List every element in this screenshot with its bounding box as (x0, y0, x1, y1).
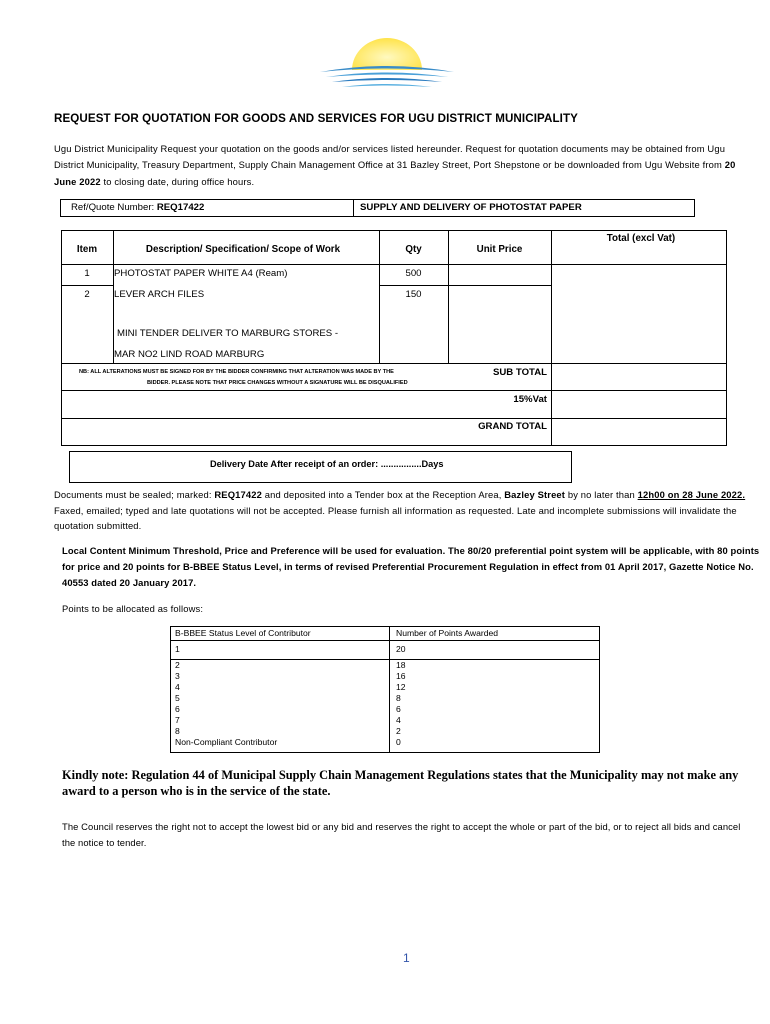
bbbee-level: 8 (175, 726, 180, 736)
bbbee-level: 3 (175, 671, 180, 681)
bbbee-points: 18 (396, 660, 406, 670)
bbbee-points: 6 (396, 704, 401, 714)
row-2-item: 2 (84, 289, 90, 300)
intro-date: 20 June 2022 (54, 159, 736, 187)
bbbee-points: 2 (396, 726, 401, 736)
row-1-description: PHOTOSTAT PAPER WHITE A4 (Ream) (114, 268, 288, 279)
row-1-qty: 500 (405, 268, 422, 279)
ref-quote-number: Ref/Quote Number: REQ17422 (71, 202, 205, 213)
bbbee-points-1: 20 (396, 644, 406, 654)
bbbee-points: 12 (396, 682, 406, 692)
bbbee-levels-list (175, 660, 277, 748)
points-intro: Points to be allocated as follows: (62, 603, 204, 614)
bbbee-level: 4 (175, 682, 180, 692)
intro-paragraph: Ugu District Municipality Request your quotation on the goods and/or services listed hereunder. Request for quotation documents may be obtained from Ugu District Municipality, Treasury Department, Supply Chain Management Office at 31 Bazley Street, Port Shepstone or be downloaded from Ugu Website from 20 June 2022 to closing date, during office hours. (54, 143, 736, 187)
closing-deadline: 12h00 on 28 June 2022. (637, 489, 746, 500)
bbbee-points: 0 (396, 737, 401, 747)
alterations-note-line-1: NB: ALL ALTERATIONS MUST BE SIGNED FOR BY THE BIDDER CONFIRMING THAT ALTERATION WAS MADE BY THE (79, 369, 394, 375)
bbbee-level: 7 (175, 715, 180, 725)
quotation-table (61, 230, 727, 446)
bbbee-level: 2 (175, 660, 180, 670)
kindly-note: Kindly note: Regulation 44 of Municipal Supply Chain Management Regulations states that the Municipality may not make any award to a person who is in the service of the state. (62, 768, 739, 798)
ref-description: SUPPLY AND DELIVERY OF PHOTOSTAT PAPER (360, 202, 582, 213)
bbbee-header-points: Number of Points Awarded (396, 628, 499, 638)
bbbee-points-table (170, 626, 600, 753)
bbbee-points-list (396, 660, 406, 748)
delivery-note-line-1: MINI TENDER DELIVER TO MARBURG STORES - (117, 328, 339, 339)
bbbee-header-level: B-BBEE Status Level of Contributor (175, 628, 311, 638)
page-number: 1 (403, 951, 410, 965)
bbbee-level: 5 (175, 693, 180, 703)
bbbee-points: 8 (396, 693, 401, 703)
reference-box (60, 199, 695, 217)
grand-total-label: GRAND TOTAL (478, 421, 547, 432)
bbbee-points: 4 (396, 715, 401, 725)
header-description: Description/ Specification/ Scope of Work (145, 244, 341, 255)
delivery-note-line-2: MAR NO2 LIND ROAD MARBURG (114, 349, 265, 360)
page-title: REQUEST FOR QUOTATION FOR GOODS AND SERVICES FOR UGU DISTRICT MUNICIPALITY (54, 112, 578, 125)
header-item: Item (76, 244, 98, 255)
vat-label: 15%Vat (513, 394, 547, 405)
delivery-date-box: Delivery Date After receipt of an order: ................Days (69, 451, 572, 483)
alterations-note-line-2: BIDDER. PLEASE NOTE THAT PRICE CHANGES WITHOUT A SIGNATURE WILL BE DISQUALIFIED (147, 380, 408, 386)
sub-total-label: SUB TOTAL (492, 367, 547, 378)
row-2-description: LEVER ARCH FILES (114, 289, 205, 300)
council-reservation: The Council reserves the right not to accept the lowest bid or any bid and reserves the right to accept the whole or part of the bid, or to reject all bids and cancel the notice to tender. (62, 821, 741, 848)
bbbee-level-1: 1 (175, 644, 180, 654)
row-2-qty: 150 (405, 289, 422, 300)
bbbee-level: 6 (175, 704, 180, 714)
header-qty: Qty (405, 244, 422, 255)
row-1-item: 1 (84, 268, 90, 279)
municipality-logo (312, 32, 462, 92)
bbbee-level: Non-Compliant Contributor (175, 737, 278, 747)
bbbee-points: 16 (396, 671, 406, 681)
evaluation-paragraph: Local Content Minimum Threshold, Price and Preference will be used for evaluation. The 80/20 preferential point system will be applicable, with 80 points for price and 20 points for B-BBEE Status Level, in terms of revised Preferential Procurement Regulation in effect from 01 April 2017, Gazette Notice No. 40553 dated 20 January 2017. (62, 545, 760, 588)
header-total: Total (excl Vat) (606, 233, 676, 244)
header-unit-price: Unit Price (476, 244, 523, 255)
submission-instructions: Documents must be sealed; marked: REQ17422 and deposited into a Tender box at the Reception Area, Bazley Street by no later than 12h00 on 28 June 2022. Faxed, emailed; typed and late quotations will not be accepted. Please furnish all information as requested. Late and incomplete submissions will invalidate the quotation submitted. (54, 489, 746, 531)
